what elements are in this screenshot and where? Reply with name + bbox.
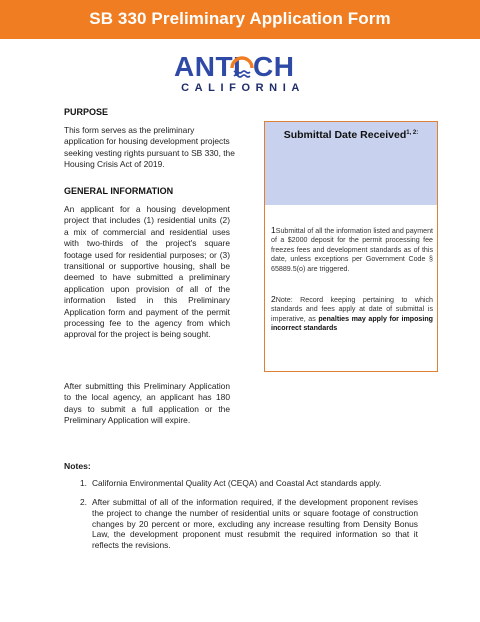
purpose-text: This form serves as the preliminary application for housing development projects seeking vesting rights pursuant to SB 330, the Housing Crisis Act of 2019.: [64, 125, 235, 170]
form-title: SB 330 Preliminary Application Form: [89, 9, 391, 28]
footnote-2: 2Note: Record keeping pertaining to which standards and fees apply at date of submittal is imperative, as penalties may apply for imposing incorrect standards: [271, 294, 433, 333]
logo-subtitle: CALIFORNIA: [181, 82, 305, 94]
notes-heading: Notes:: [64, 461, 91, 471]
purpose-heading: PURPOSE: [64, 107, 109, 117]
submittal-date-field[interactable]: [265, 122, 437, 205]
general-information-heading: GENERAL INFORMATION: [64, 186, 174, 196]
title-banner: [0, 0, 480, 39]
general-information-text: An applicant for a housing development project that includes (1) residential units (2) a mix of commercial and residential uses with two-thirds of the project's square footage used for residential purposes; or (3) transitional or supportive housing, shall be deemed to have submitted a preliminary application upon provision of all of the information listed in this Preliminary Application form and payment of the permit processing fee to the agency from which approval for the project is being sought.: [64, 204, 230, 340]
expiration-text: After submitting this Preliminary Application to the local agency, an applicant has 180 days to submit a full application or the Preliminary Application will expire.: [64, 381, 230, 426]
footnote-1: 1Submittal of all the information listed and payment of a $2000 deposit for the permit processing fee freezes fees and development standards as of this date, unless exceptions per Government Code § 65889.5(o) are triggered.: [271, 225, 433, 273]
submittal-date-label: Submittal Date Received$^{1, 2:}$: [283, 129, 419, 141]
sun-over-water-icon: [230, 55, 254, 81]
submittal-date-box: [264, 121, 438, 372]
logo-word-left: ANTI: [174, 51, 242, 82]
penalties-warning: penalties may apply for imposing incorrect standards: [271, 314, 433, 333]
logo-word-right: CH: [253, 51, 295, 82]
antioch-logo: [168, 52, 312, 96]
